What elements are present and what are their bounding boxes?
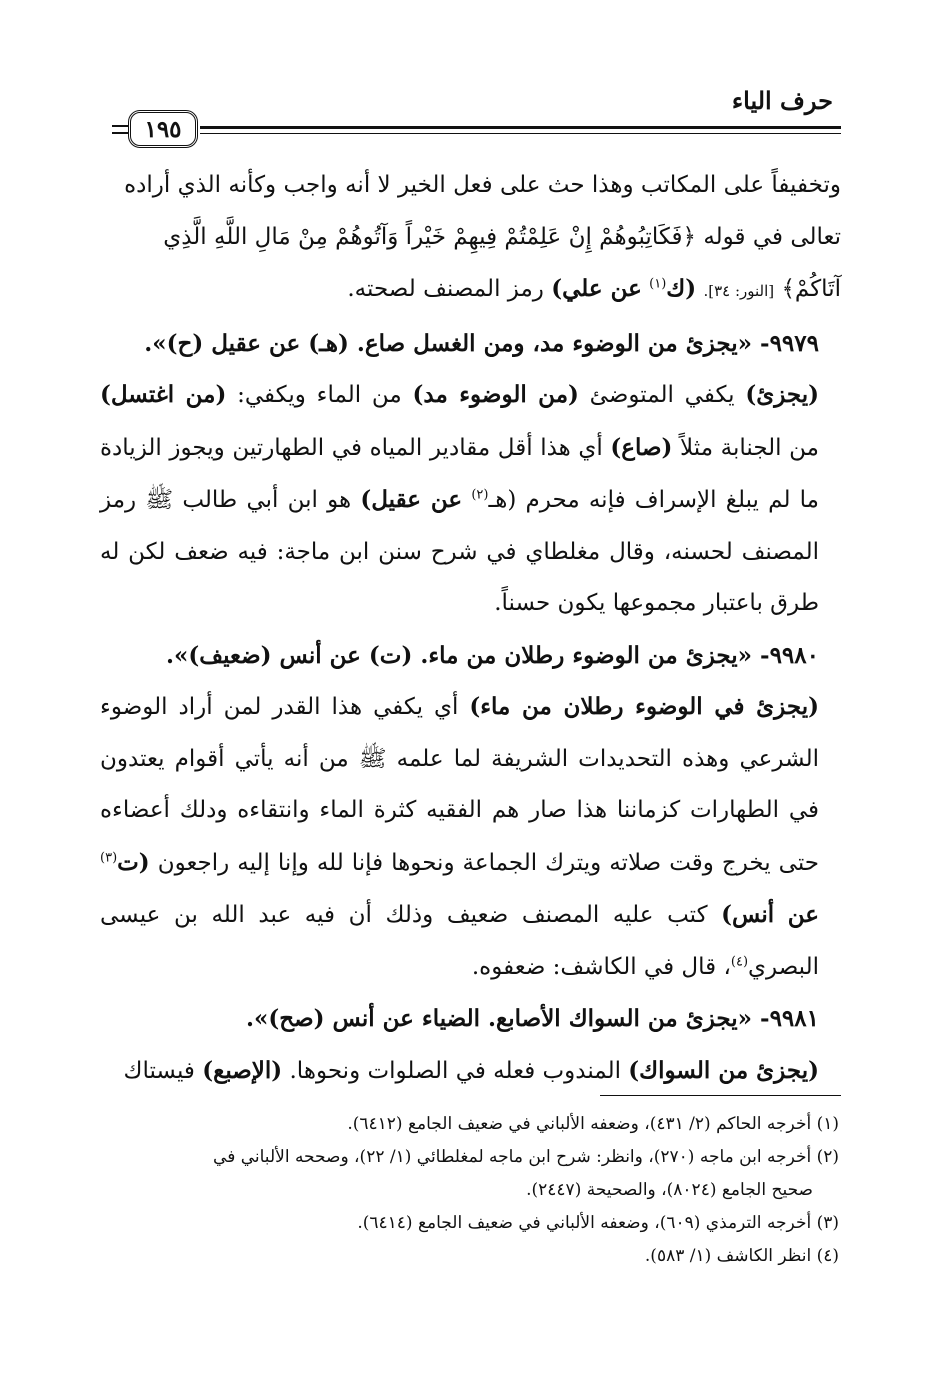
hadith-entry-9979: ٩٩٧٩- «يجزئ من الوضوء مد، ومن الغسل صاع. (هـ) عن عقيل (ح)».	[144, 329, 819, 357]
text-line: وتخفيفاً على المكاتب وهذا حث على فعل الخير لا أنه واجب وكأنه الذي أراده	[124, 172, 841, 198]
header-rule	[200, 126, 841, 129]
hadith-entry-9980: ٩٩٨٠- «يجزئ من الوضوء رطلان من ماء. (ت) عن أنس (ضعيف)».	[166, 641, 819, 669]
header-rule-thin	[200, 133, 841, 134]
footnote-marker: (٣)	[100, 849, 118, 865]
quran-reference: [النور: ٣٤].	[703, 282, 775, 300]
footnote-1: (١) أخرجه الحاكم (٢/ ٤٣١)، وضعفه الألباني في ضعيف الجامع (٦٤١٢).	[347, 1114, 839, 1134]
footnote-4: (٤) انظر الكاشف (١/ ٥٨٣).	[644, 1246, 839, 1266]
commentary-9980: (يجزئ في الوضوء رطلان من ماء) أي يكفي هذا القدر لمن أراد الوضوء الشرعي وهذه التحديدات الشريفة لما علمه ﷺ من أنه يأتي أقوام يعتدون في الطهارات كزماننا هذا صار هم الفقيه كثرة الماء وانتقاءه ودلك أعضاءه حتى يخرج وقت صلاته ويترك الجماعة ونحوها فإنا لله وإنا إليه راجعون (ت$^{(٣)}$ عن أنس) كتب عليه المصنف ضعيف وذلك أن فيه عبد الله بن عيسى البصري$^{(٤)}$، قال في الكاشف: ضعفوه.	[100, 693, 820, 980]
footnotes	[100, 1108, 839, 1273]
commentary-9981: (يجزئ من السواك) المندوب فعله في الصلوات ونحوها. (الإصبع) فيستاك	[123, 1056, 819, 1084]
hadith-entry-9981: ٩٩٨١- «يجزئ من السواك الأصابع. الضياء عن أنس (صح)».	[246, 1005, 819, 1032]
page-number: ١٩٥	[128, 110, 198, 148]
footnote-marker: (٢)	[471, 487, 489, 503]
text-line: تعالى في قوله ﴿فَكَاتِبُوهُمْ إِنْ عَلِمْتُمْ فِيهِمْ خَيْراً وَآتُوهُمْ مِنْ مَالِ اللَّهِ الَّذِي	[163, 223, 841, 250]
footnote-marker: (١)	[649, 276, 667, 292]
main-text	[100, 160, 841, 1097]
header-rule-end	[112, 125, 128, 134]
footnote-2-continued: صحيح الجامع (٨٠٢٤)، والصحيحة (٢٤٤٧).	[526, 1180, 813, 1200]
footnote-3: (٣) أخرجه الترمذي (٦٠٩)، وضعفه الألباني في ضعيف الجامع (٦٤١٤).	[357, 1213, 839, 1233]
footnote-separator	[600, 1095, 841, 1096]
footnote-2: (٢) أخرجه ابن ماجه (٢٧٠)، وانظر: شرح ابن ماجه لمغلطائي (١/ ٢٢)، وصححه الألباني في	[213, 1147, 839, 1167]
chapter-title: حرف الياء	[731, 86, 833, 115]
text-line: آتَاكُمْ﴾ [النور: ٣٤]. (ك$^{(١)}$ عن علي) رمز المصنف لصحته.	[347, 275, 841, 302]
footnote-marker: (٤)	[730, 953, 749, 969]
commentary-9979: (يجزئ) يكفي المتوضئ (من الوضوء مد) من الماء ويكفي: (من اغتسل) من الجنابة مثلاً (صاع) أي هذا أقل مقادير المياه في الطهارتين ويجوز الزيادة ما لم يبلغ الإسراف فإنه محرم (هـ$^{(٢)}$ عن عقيل) هو ابن أبي طالب ﷺ رمز المصنف لحسنه، وقال مغلطاي في شرح سنن ابن ماجة: فيه ضعف لكن له طرق باعتبار مجموعها يكون حسناً.	[100, 381, 820, 616]
